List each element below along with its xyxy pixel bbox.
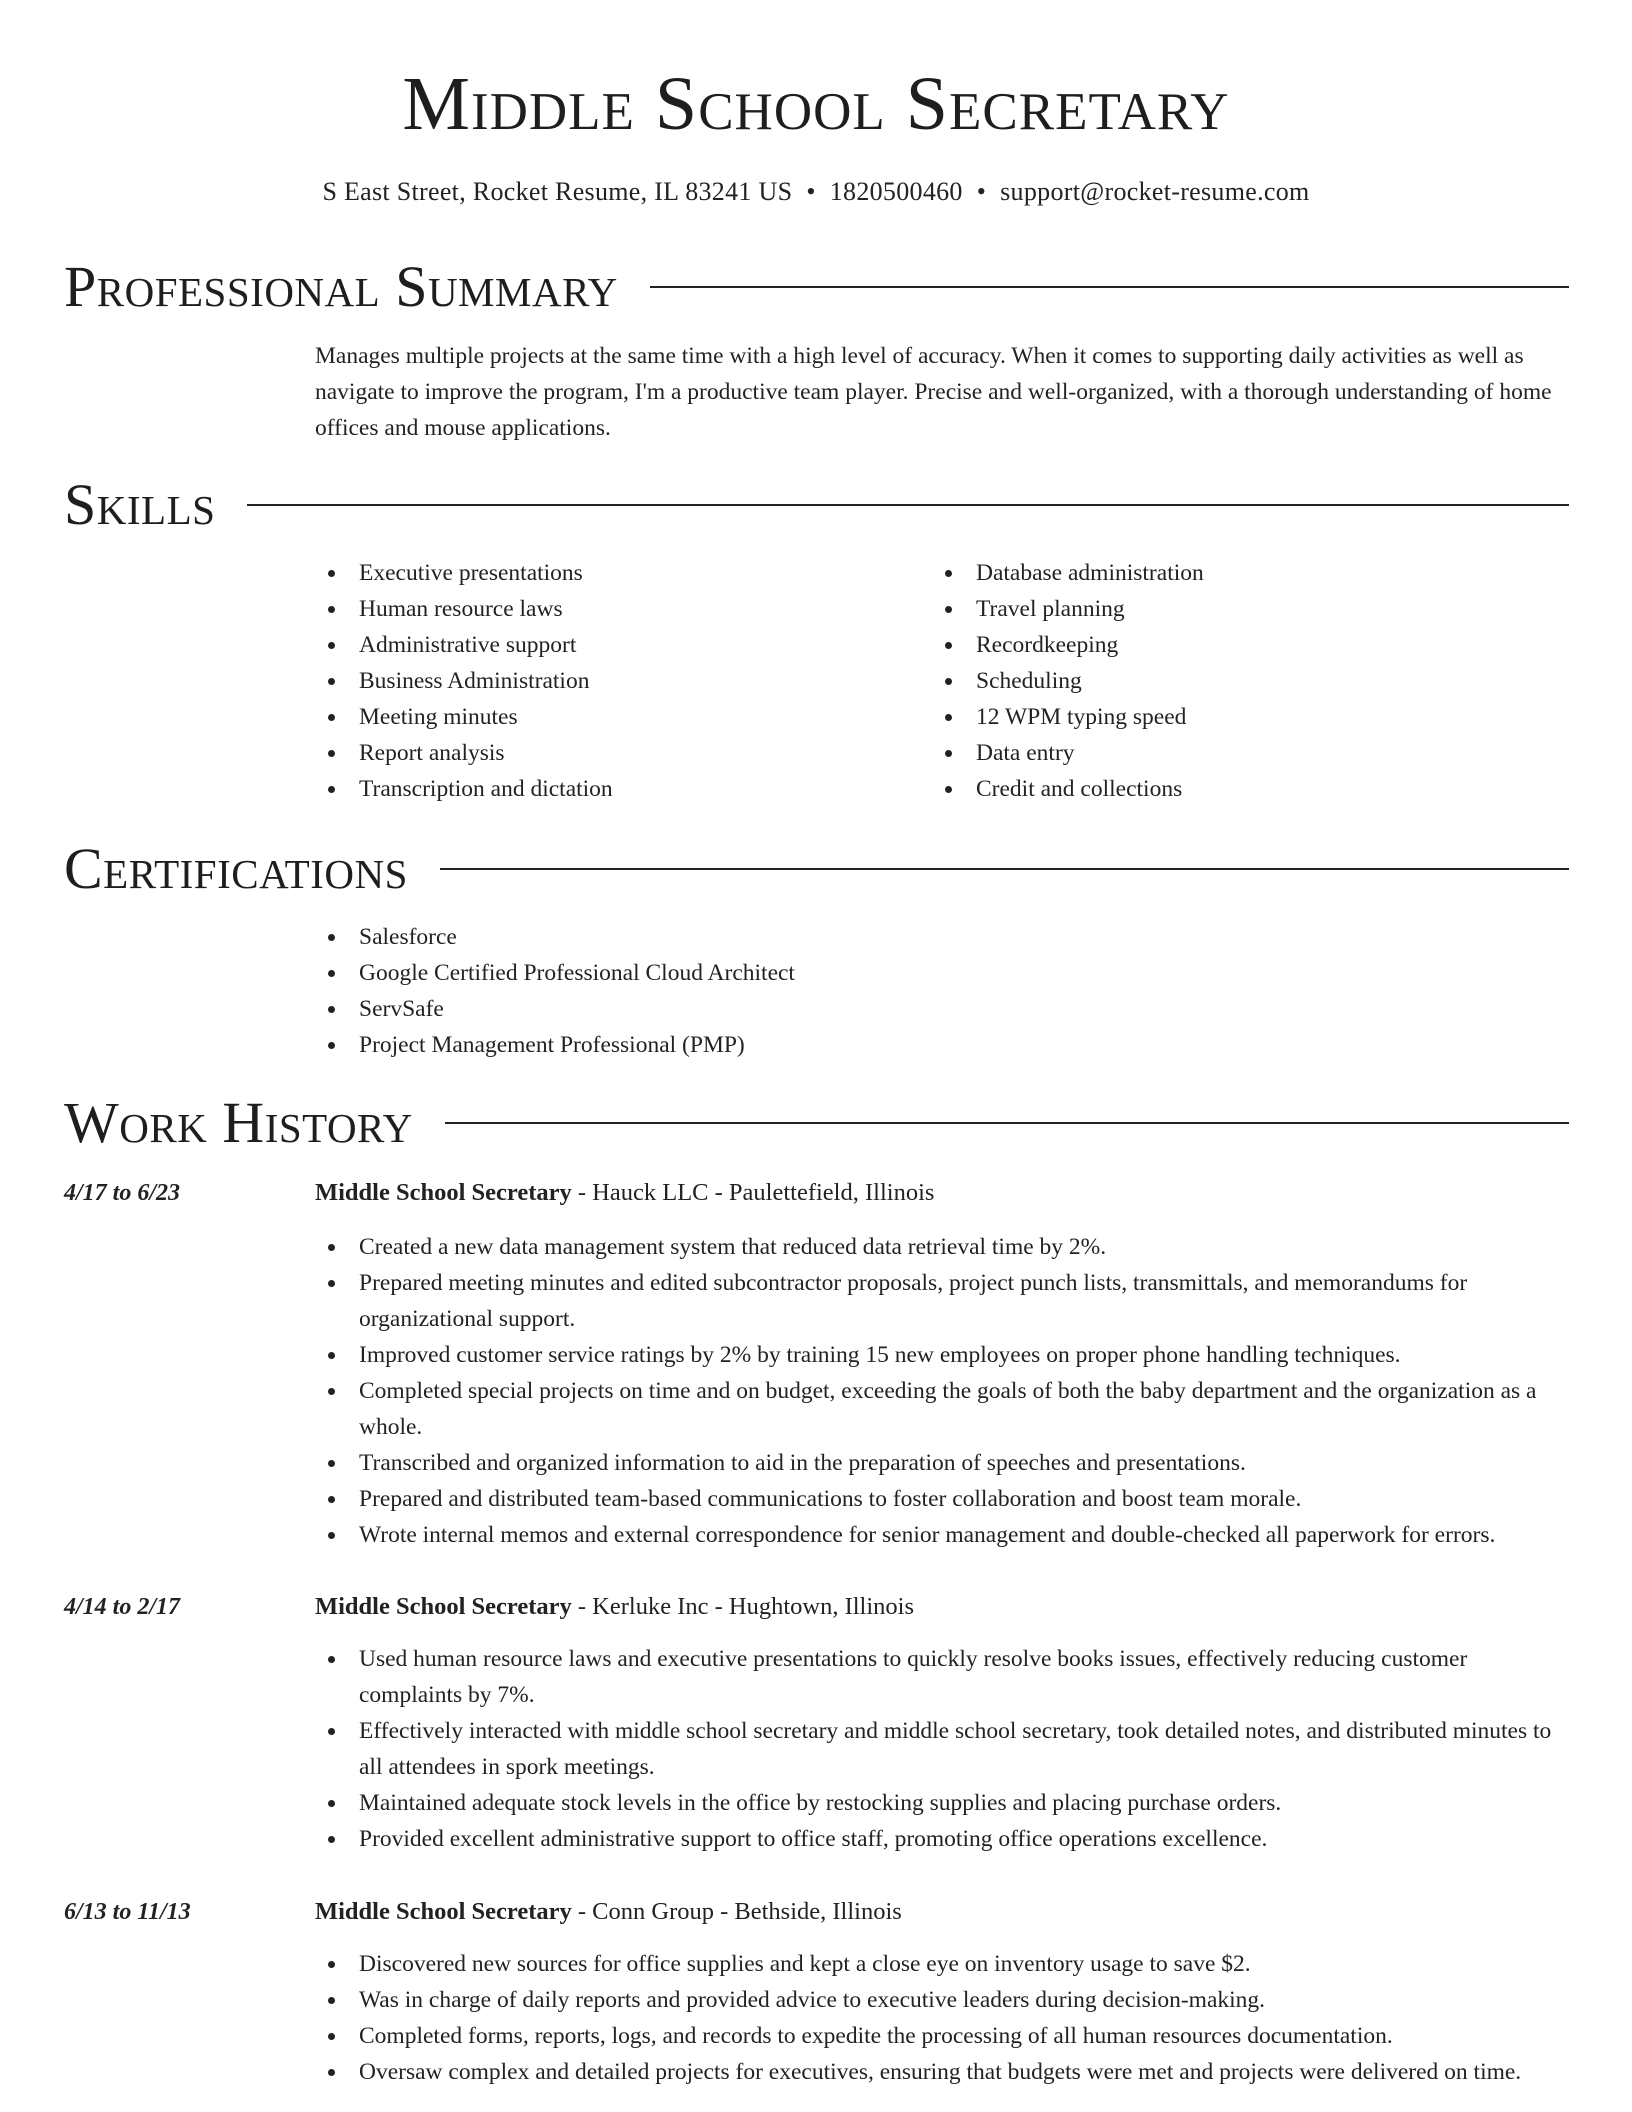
section-divider — [440, 868, 1569, 870]
job-title: Middle School Secretary — [315, 1593, 572, 1620]
skills-heading: Skills — [64, 472, 216, 537]
certification-item: Google Certified Professional Cloud Architect — [315, 955, 795, 991]
skill-item: Business Administration — [315, 663, 895, 699]
work-bullet: Provided excellent administrative support to office staff, promoting office operations excellence. — [315, 1821, 1569, 1857]
work-bullet: Used human resource laws and executive presentations to quickly resolve books issues, effectively reducing customer complaints by 7%. — [315, 1641, 1569, 1713]
job-employer-location: - Hauck LLC - Paulettefield, Illinois — [571, 1179, 935, 1206]
work-bullets — [315, 1946, 1569, 2090]
section-divider — [445, 1122, 1569, 1124]
section-divider — [247, 504, 1569, 506]
work-dates: 4/14 to 2/17 — [64, 1594, 181, 1620]
skill-item: Scheduling — [932, 663, 1532, 699]
contact-separator: • — [976, 177, 987, 206]
summary-section-header — [64, 254, 1569, 320]
skill-item: Data entry — [932, 735, 1532, 771]
skill-item: Meeting minutes — [315, 699, 895, 735]
work-title-line — [315, 1589, 914, 1625]
resume-name: Middle School Secretary — [402, 62, 1230, 146]
skills-section-header — [64, 472, 1569, 538]
skill-item: Human resource laws — [315, 591, 895, 627]
summary-heading: Professional Summary — [64, 254, 618, 319]
skill-item: Database administration — [932, 555, 1532, 591]
contact-email: support@rocket-resume.com — [1000, 177, 1310, 206]
work-bullet: Effectively interacted with middle school secretary and middle school secretary, took detailed notes, and distributed minutes to all attendees in spork meetings. — [315, 1713, 1569, 1785]
skill-item: Recordkeeping — [932, 627, 1532, 663]
work-bullet: Transcribed and organized information to aid in the preparation of speeches and presentations. — [315, 1445, 1569, 1481]
work-history-heading: Work History — [64, 1090, 413, 1155]
skills-list-left — [315, 555, 895, 807]
work-bullet: Maintained adequate stock levels in the office by restocking supplies and placing purchase orders. — [315, 1785, 1569, 1821]
contact-phone: 1820500460 — [829, 177, 963, 206]
contact-line — [0, 174, 1632, 210]
work-title-line — [315, 1894, 902, 1930]
work-bullet: Wrote internal memos and external correspondence for senior management and double-checked all paperwork for errors. — [315, 1517, 1569, 1553]
contact-address: S East Street, Rocket Resume, IL 83241 US — [322, 177, 793, 206]
work-bullet: Prepared and distributed team-based communications to foster collaboration and boost team morale. — [315, 1481, 1569, 1517]
contact-separator: • — [806, 177, 816, 206]
certifications-list — [315, 919, 795, 1063]
work-bullet: Discovered new sources for office supplies and kept a close eye on inventory usage to save $2. — [315, 1946, 1569, 1982]
work-bullet: Oversaw complex and detailed projects for executives, ensuring that budgets were met and projects were delivered on time. — [315, 2054, 1569, 2090]
skill-item: 12 WPM typing speed — [932, 699, 1532, 735]
work-dates: 4/17 to 6/23 — [64, 1180, 181, 1206]
job-employer-location: - Conn Group - Bethside, Illinois — [571, 1898, 902, 1925]
work-bullets — [315, 1641, 1569, 1857]
certification-item: Salesforce — [315, 919, 795, 955]
job-title: Middle School Secretary — [315, 1898, 572, 1925]
work-bullets — [315, 1229, 1569, 1553]
job-title: Middle School Secretary — [315, 1179, 572, 1206]
work-history-section-header — [64, 1090, 1569, 1156]
work-dates: 6/13 to 11/13 — [64, 1899, 191, 1925]
certification-item: Project Management Professional (PMP) — [315, 1027, 795, 1063]
work-bullet: Completed forms, reports, logs, and records to expedite the processing of all human resources documentation. — [315, 2018, 1569, 2054]
skill-item: Travel planning — [932, 591, 1532, 627]
certifications-heading: Certifications — [64, 836, 408, 901]
skills-list-right — [932, 555, 1532, 807]
section-divider — [650, 286, 1569, 288]
work-bullet: Improved customer service ratings by 2% by training 15 new employees on proper phone handling techniques. — [315, 1337, 1569, 1373]
certifications-section-header — [64, 836, 1569, 902]
job-employer-location: - Kerluke Inc - Hughtown, Illinois — [571, 1593, 915, 1620]
work-bullet: Completed special projects on time and on budget, exceeding the goals of both the baby department and the organization as a whole. — [315, 1373, 1569, 1445]
work-bullet: Was in charge of daily reports and provided advice to executive leaders during decision-making. — [315, 1982, 1569, 2018]
work-bullet: Prepared meeting minutes and edited subcontractor proposals, project punch lists, transmittals, and memorandums for organizational support. — [315, 1265, 1569, 1337]
skill-item: Administrative support — [315, 627, 895, 663]
skill-item: Transcription and dictation — [315, 771, 895, 807]
certification-item: ServSafe — [315, 991, 795, 1027]
skill-item: Credit and collections — [932, 771, 1532, 807]
skill-item: Report analysis — [315, 735, 895, 771]
work-bullet: Created a new data management system that reduced data retrieval time by 2%. — [315, 1229, 1569, 1265]
work-title-line — [315, 1175, 934, 1211]
summary-text: Manages multiple projects at the same time with a high level of accuracy. When it comes to supporting daily activities as well as navigate to improve the program, I'm a productive team player. Precise and well-organized, with a thorough understanding of home offices and mouse applications. — [315, 343, 1552, 441]
skill-item: Executive presentations — [315, 555, 895, 591]
